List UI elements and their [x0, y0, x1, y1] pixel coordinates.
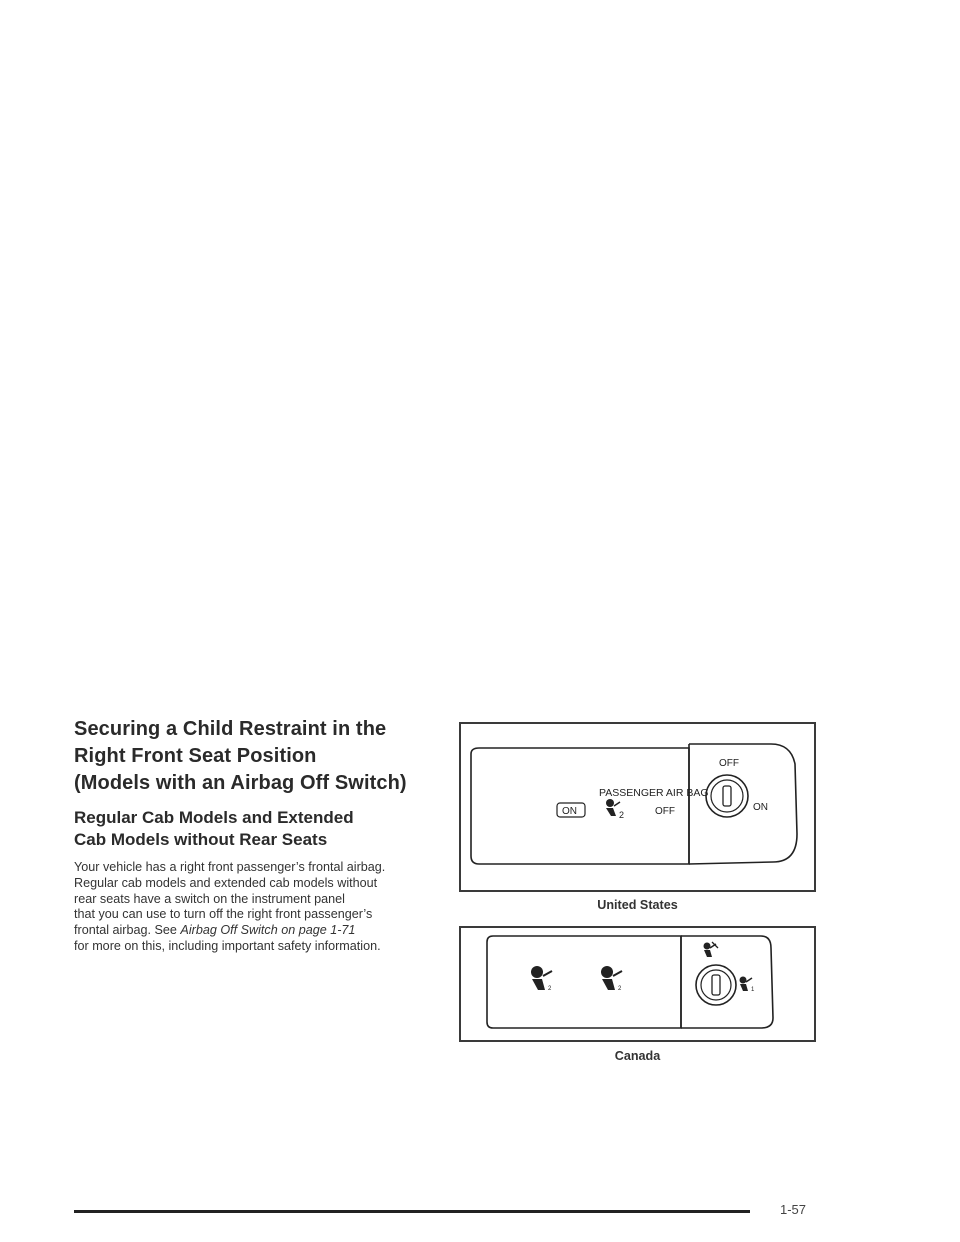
figure-canada — [459, 926, 816, 1042]
section-title-line-1: Securing a Child Restraint in the — [74, 718, 387, 740]
switch-on-label: ON — [753, 802, 768, 813]
airbag-icon-middle-subscript: 2 — [618, 986, 622, 992]
section-subtitle-line-1: Regular Cab Models and Extended — [74, 808, 354, 827]
airbag-icon-right-subscript: 1 — [751, 987, 755, 993]
body-line-3: rear seats have a switch on the instrument panel — [74, 891, 345, 906]
page-number: 1-57 — [780, 1202, 807, 1217]
airbag-person-icon — [606, 799, 620, 816]
off-indicator-label: OFF — [655, 806, 675, 817]
body-line-5-prefix: frontal airbag. See — [74, 923, 181, 938]
passenger-airbag-label: PASSENGER AIR BAG — [599, 787, 709, 799]
section-title — [74, 716, 444, 797]
section-title-line-3: (Models with an Airbag Off Switch) — [74, 772, 407, 794]
key-switch-icon-canada — [696, 965, 736, 1005]
on-indicator-label: ON — [562, 806, 577, 817]
body-line-5 — [74, 923, 444, 939]
airbag-person-icon-top — [704, 942, 719, 957]
caption-united-states: United States — [597, 898, 678, 912]
figure-united-states — [459, 722, 816, 892]
airbag-icon-left-subscript: 2 — [548, 986, 552, 992]
body-line-6: for more on this, including important safety information. — [74, 938, 381, 953]
caption-canada: Canada — [614, 1049, 661, 1063]
body-paragraph — [74, 860, 444, 955]
body-line-4: that you can use to turn off the right front passenger’s — [74, 907, 373, 922]
section-subtitle — [74, 807, 444, 851]
airbag-icon-subscript: 2 — [619, 810, 625, 820]
cross-reference-link[interactable]: Airbag Off Switch on page 1-71 — [180, 923, 356, 938]
key-switch-icon — [706, 775, 748, 817]
body-line-1: Your vehicle has a right front passenger’s frontal airbag. — [74, 860, 386, 874]
airbag-switch-canada-illustration — [461, 928, 814, 1040]
body-line-2: Regular cab models and extended cab models without — [74, 875, 378, 890]
section-title-line-2: Right Front Seat Position — [74, 745, 317, 767]
section-subtitle-line-2: Cab Models without Rear Seats — [74, 830, 328, 849]
airbag-switch-us-illustration — [461, 724, 814, 890]
text-column — [74, 716, 444, 955]
footer-rule — [74, 1210, 750, 1213]
switch-off-label: OFF — [719, 758, 739, 769]
